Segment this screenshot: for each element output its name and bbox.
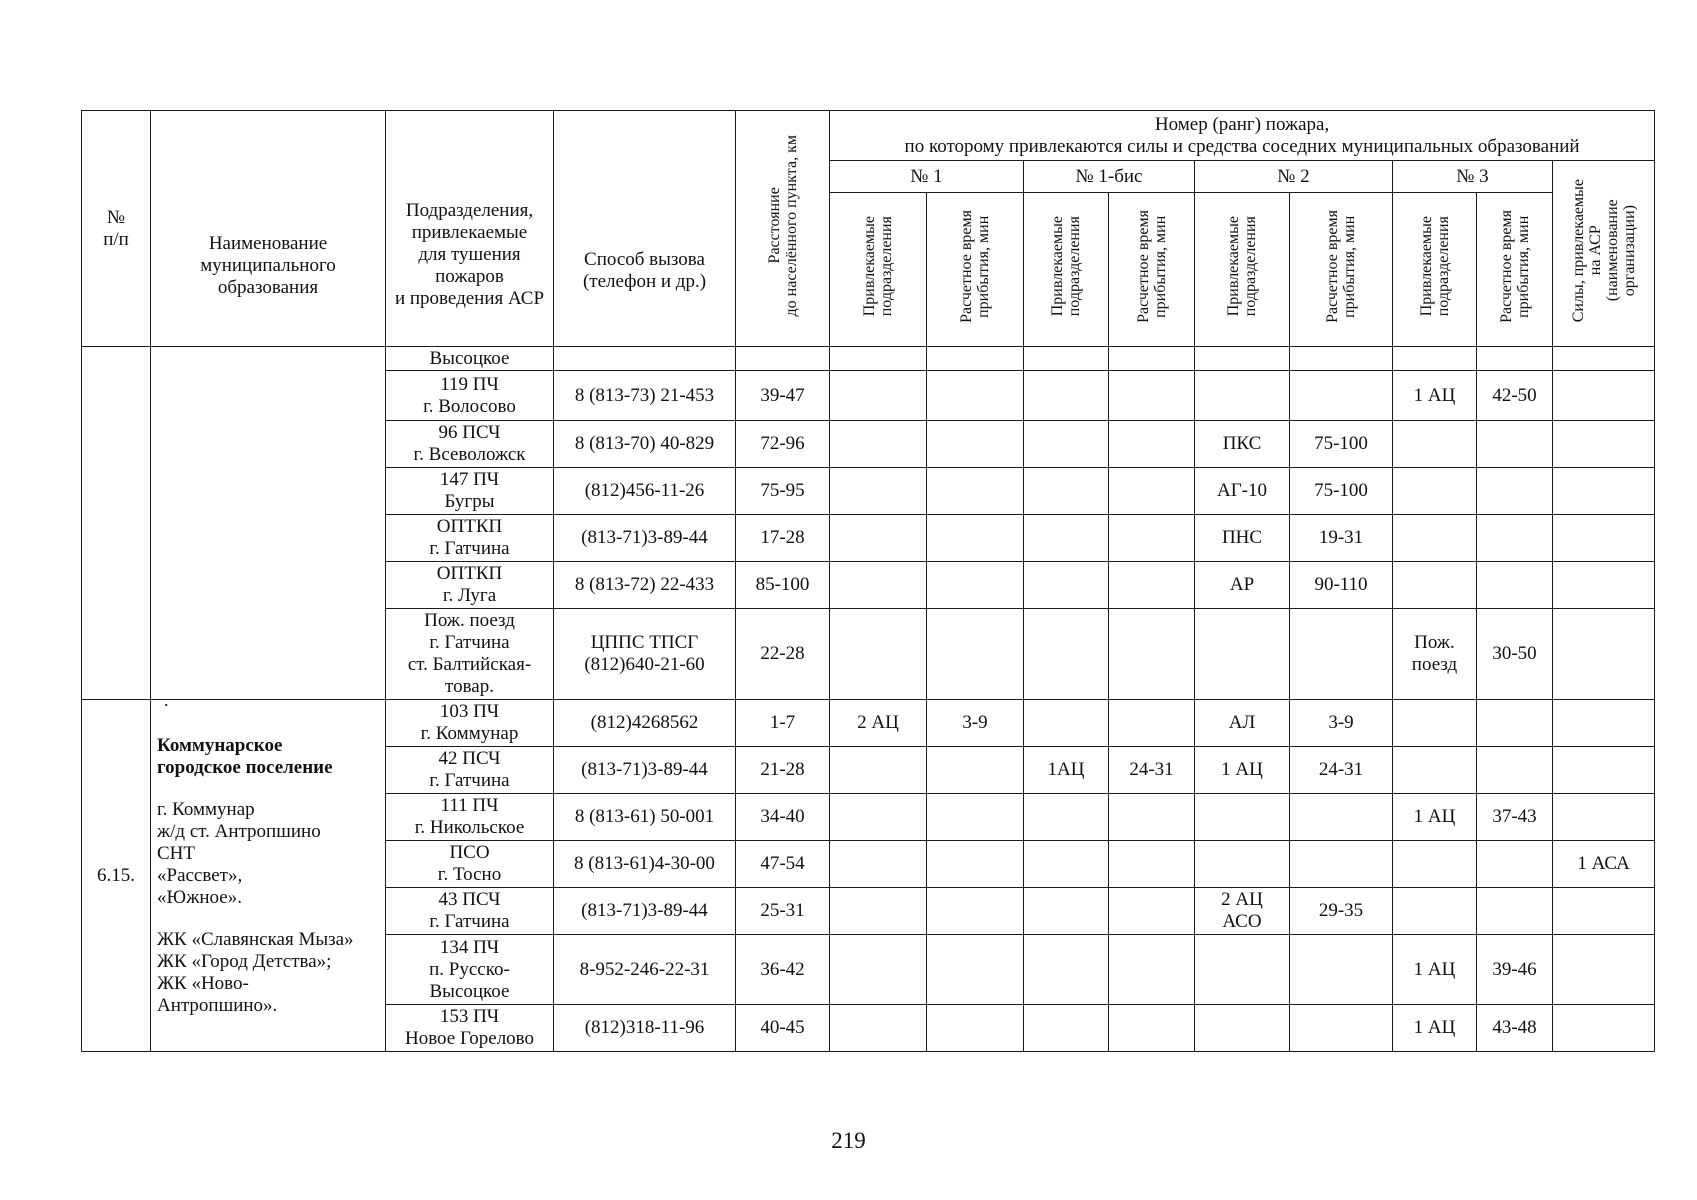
locality-item: Антропшино». (157, 994, 278, 1016)
row-phone-cell: 8 (813-70) 40-829 (554, 421, 736, 468)
row-r2-time-cell (1290, 841, 1393, 888)
header-r1-time: Расчетное время прибытия, мин (927, 193, 1024, 347)
row-phone-cell: (812)318-11-96 (554, 1005, 736, 1052)
header-units: Подразделения, привлекаемые для тушения пожаров и проведения АСР (386, 111, 554, 347)
row-r1bis-time-cell (1109, 1005, 1195, 1052)
locality-item: ЖК «Город Детства»; (157, 950, 332, 972)
municipality-title: Коммунарское (157, 734, 283, 756)
empty-cell (1553, 347, 1655, 371)
row-r3-units-cell (1393, 468, 1477, 515)
row-phone-cell: 8 (813-73) 21-453 (554, 371, 736, 421)
row-distance-cell: 36-42 (736, 935, 830, 1005)
row-asr-cell (1553, 609, 1655, 700)
row-r1-time-cell (927, 468, 1024, 515)
row-unit-cell: 111 ПЧ г. Никольское (386, 794, 554, 841)
row-phone-cell: 8-952-246-22-31 (554, 935, 736, 1005)
row-unit-cell: Пож. поезд г. Гатчина ст. Балтийская- товар. (386, 609, 554, 700)
row-r3-units-cell: 1 АЦ (1393, 794, 1477, 841)
municipality-cell-continued (151, 347, 386, 700)
row-r1bis-units-cell (1024, 562, 1109, 609)
header-r3-time: Расчетное время прибытия, мин (1477, 193, 1553, 347)
row-r2-time-cell: 75-100 (1290, 421, 1393, 468)
row-r1bis-units-cell (1024, 841, 1109, 888)
row-r1-units-cell (830, 747, 927, 794)
row-r1bis-units-cell (1024, 515, 1109, 562)
row-r1-time-cell (927, 609, 1024, 700)
row-distance-cell: 39-47 (736, 371, 830, 421)
row-r1-time-cell: 3-9 (927, 700, 1024, 747)
row-r3-units-cell: Пож. поезд (1393, 609, 1477, 700)
row-r1-units-cell (830, 371, 927, 421)
row-r3-units-cell: 1 АЦ (1393, 1005, 1477, 1052)
row-r1bis-time-cell (1109, 935, 1195, 1005)
row-distance-cell: 34-40 (736, 794, 830, 841)
row-phone-cell: ЦППС ТПСГ (812)640-21-60 (554, 609, 736, 700)
row-r3-time-cell (1477, 468, 1553, 515)
row-asr-cell (1553, 1005, 1655, 1052)
row-r3-units-cell: 1 АЦ (1393, 935, 1477, 1005)
header-rank-2: № 2 (1195, 161, 1393, 193)
row-r2-time-cell: 19-31 (1290, 515, 1393, 562)
row-unit-cell: 42 ПСЧ г. Гатчина (386, 747, 554, 794)
header-r1bis-units: Привлекаемые подразделения (1024, 193, 1109, 347)
row-r1-units-cell (830, 888, 927, 935)
row-r3-units-cell (1393, 888, 1477, 935)
header-rank-group: Номер (ранг) пожара, по которому привлекаются силы и средства соседних муниципальных образований (830, 111, 1655, 161)
row-unit-cell: 43 ПСЧ г. Гатчина (386, 888, 554, 935)
row-r1bis-time-cell (1109, 371, 1195, 421)
row-r1-time-cell (927, 794, 1024, 841)
row-r3-time-cell (1477, 562, 1553, 609)
header-num: № п/п (82, 111, 151, 347)
row-asr-cell (1553, 935, 1655, 1005)
row-r2-units-cell: АР (1195, 562, 1290, 609)
row-r1-units-cell (830, 794, 927, 841)
row-r2-units-cell: ПНС (1195, 515, 1290, 562)
row-r3-units-cell: 1 АЦ (1393, 371, 1477, 421)
row-r1bis-units-cell (1024, 371, 1109, 421)
row-r3-time-cell (1477, 747, 1553, 794)
row-r1-time-cell (927, 515, 1024, 562)
row-r1bis-units-cell (1024, 1005, 1109, 1052)
row-asr-cell (1553, 794, 1655, 841)
row-r1bis-time-cell (1109, 562, 1195, 609)
row-r1bis-time-cell (1109, 700, 1195, 747)
row-r3-units-cell (1393, 515, 1477, 562)
row-r3-time-cell: 30-50 (1477, 609, 1553, 700)
row-asr-cell (1553, 700, 1655, 747)
num-cell-continued (82, 347, 151, 700)
row-asr-cell (1553, 515, 1655, 562)
row-r3-units-cell (1393, 562, 1477, 609)
row-r2-units-cell (1195, 935, 1290, 1005)
row-r3-units-cell (1393, 421, 1477, 468)
row-r1-units-cell (830, 609, 927, 700)
header-r1bis-time: Расчетное время прибытия, мин (1109, 193, 1195, 347)
row-distance-cell: 1-7 (736, 700, 830, 747)
empty-cell (554, 347, 736, 371)
header-r2-units: Привлекаемые подразделения (1195, 193, 1290, 347)
empty-cell (736, 347, 830, 371)
table-row (82, 347, 1655, 371)
row-r2-time-cell: 90-110 (1290, 562, 1393, 609)
row-r1-units-cell (830, 935, 927, 1005)
row-r3-time-cell (1477, 700, 1553, 747)
locality-item: «Южное». (157, 886, 242, 908)
row-distance-cell: 47-54 (736, 841, 830, 888)
row-distance-cell: 40-45 (736, 1005, 830, 1052)
table-row (82, 700, 1655, 747)
row-r2-time-cell (1290, 935, 1393, 1005)
locality-item: ж/д ст. Антропшино (157, 820, 321, 842)
row-phone-cell: (813-71)3-89-44 (554, 515, 736, 562)
empty-cell (1024, 347, 1109, 371)
row-distance-cell: 17-28 (736, 515, 830, 562)
row-r1bis-time-cell (1109, 609, 1195, 700)
row-phone-cell: 8 (813-61)4-30-00 (554, 841, 736, 888)
empty-cell (830, 347, 927, 371)
row-r3-time-cell (1477, 841, 1553, 888)
row-r2-time-cell (1290, 794, 1393, 841)
row-r2-units-cell (1195, 841, 1290, 888)
row-asr-cell (1553, 468, 1655, 515)
row-r1bis-units-cell: 1АЦ (1024, 747, 1109, 794)
row-unit-cell: 96 ПСЧ г. Всеволожск (386, 421, 554, 468)
header-r2-time: Расчетное время прибытия, мин (1290, 193, 1393, 347)
row-unit-cell: 153 ПЧ Новое Горелово (386, 1005, 554, 1052)
header-distance: Расстояние до населённого пункта, км (736, 111, 830, 347)
row-unit-cell: 103 ПЧ г. Коммунар (386, 700, 554, 747)
row-r1-units-cell (830, 562, 927, 609)
row-asr-cell: 1 АСА (1553, 841, 1655, 888)
row-asr-cell (1553, 562, 1655, 609)
row-r1-units-cell (830, 515, 927, 562)
row-phone-cell: 8 (813-72) 22-433 (554, 562, 736, 609)
row-distance-cell: 22-28 (736, 609, 830, 700)
row-r2-time-cell (1290, 609, 1393, 700)
row-r1-units-cell (830, 421, 927, 468)
row-r2-time-cell (1290, 371, 1393, 421)
row-distance-cell: 21-28 (736, 747, 830, 794)
locality-item: СНТ (157, 842, 195, 864)
row-unit-cell: 147 ПЧ Бугры (386, 468, 554, 515)
row-unit-cell: 134 ПЧ п. Русско- Высоцкое (386, 935, 554, 1005)
row-unit-cell: 119 ПЧ г. Волосово (386, 371, 554, 421)
row-phone-cell: (812)4268562 (554, 700, 736, 747)
row-r3-time-cell (1477, 515, 1553, 562)
row-r1bis-units-cell (1024, 935, 1109, 1005)
row-r2-time-cell: 24-31 (1290, 747, 1393, 794)
row-r2-units-cell: АЛ (1195, 700, 1290, 747)
header-municipality: Наименование муниципального образования (151, 111, 386, 347)
row-r1-units-cell (830, 841, 927, 888)
row-asr-cell (1553, 371, 1655, 421)
row-r1bis-time-cell: 24-31 (1109, 747, 1195, 794)
header-call-method: Способ вызова (телефон и др.) (554, 111, 736, 347)
row-r1bis-units-cell (1024, 609, 1109, 700)
row-r1bis-time-cell (1109, 888, 1195, 935)
row-r2-units-cell (1195, 1005, 1290, 1052)
row-r1-time-cell (927, 747, 1024, 794)
row-r1-time-cell (927, 1005, 1024, 1052)
unit-cell-continued: Высоцкое (386, 347, 554, 371)
row-r2-units-cell (1195, 609, 1290, 700)
row-r1bis-units-cell (1024, 700, 1109, 747)
empty-cell (1195, 347, 1290, 371)
locality-item: ЖК «Ново- (157, 972, 249, 994)
row-r1-time-cell (927, 371, 1024, 421)
row-r3-units-cell (1393, 747, 1477, 794)
row-distance-cell: 25-31 (736, 888, 830, 935)
row-r1bis-time-cell (1109, 468, 1195, 515)
empty-cell (927, 347, 1024, 371)
locality-item: «Рассвет», (157, 864, 243, 886)
row-r1bis-units-cell (1024, 421, 1109, 468)
row-r3-time-cell: 39-46 (1477, 935, 1553, 1005)
empty-cell (1109, 347, 1195, 371)
row-r2-time-cell: 29-35 (1290, 888, 1393, 935)
row-r2-units-cell (1195, 371, 1290, 421)
row-r1bis-time-cell (1109, 841, 1195, 888)
empty-cell (1477, 347, 1553, 371)
row-r1-time-cell (927, 421, 1024, 468)
header-r1-units: Привлекаемые подразделения (830, 193, 927, 347)
header-rank-1: № 1 (830, 161, 1024, 193)
row-r2-units-cell: 1 АЦ (1195, 747, 1290, 794)
row-distance-cell: 75-95 (736, 468, 830, 515)
section-number: 6.15. (82, 700, 151, 1052)
row-r2-time-cell (1290, 1005, 1393, 1052)
row-r3-time-cell: 37-43 (1477, 794, 1553, 841)
row-phone-cell: 8 (813-61) 50-001 (554, 794, 736, 841)
row-r3-time-cell: 43-48 (1477, 1005, 1553, 1052)
empty-cell (1290, 347, 1393, 371)
header-asr: Силы, привлекаемые на АСР (наименование организации) (1553, 161, 1655, 347)
row-r3-units-cell (1393, 700, 1477, 747)
locality-item: ЖК «Славянская Мыза» (157, 928, 354, 950)
row-r1-units-cell: 2 АЦ (830, 700, 927, 747)
municipality-title: городское поселение (157, 756, 333, 778)
row-r1bis-units-cell (1024, 794, 1109, 841)
row-phone-cell: (813-71)3-89-44 (554, 747, 736, 794)
row-r3-time-cell (1477, 421, 1553, 468)
row-r3-units-cell (1393, 841, 1477, 888)
page-number: 219 (831, 1128, 866, 1153)
row-r2-time-cell: 3-9 (1290, 700, 1393, 747)
row-phone-cell: (813-71)3-89-44 (554, 888, 736, 935)
row-distance-cell: 72-96 (736, 421, 830, 468)
row-r2-units-cell: АГ-10 (1195, 468, 1290, 515)
row-r1-time-cell (927, 841, 1024, 888)
header-r3-units: Привлекаемые подразделения (1393, 193, 1477, 347)
row-unit-cell: ОПТКП г. Гатчина (386, 515, 554, 562)
row-r1bis-time-cell (1109, 794, 1195, 841)
row-r3-time-cell: 42-50 (1477, 371, 1553, 421)
row-r1-time-cell (927, 562, 1024, 609)
row-unit-cell: ОПТКП г. Луга (386, 562, 554, 609)
row-r2-units-cell (1195, 794, 1290, 841)
fire-resources-table (81, 110, 1655, 1052)
row-r1bis-units-cell (1024, 888, 1109, 935)
row-r1-time-cell (927, 888, 1024, 935)
row-asr-cell (1553, 421, 1655, 468)
row-r1bis-time-cell (1109, 421, 1195, 468)
row-r2-units-cell: 2 АЦ АСО (1195, 888, 1290, 935)
row-r1-time-cell (927, 935, 1024, 1005)
stray-mark: . (164, 690, 169, 710)
municipality-cell (151, 700, 386, 1052)
row-distance-cell: 85-100 (736, 562, 830, 609)
row-r2-units-cell: ПКС (1195, 421, 1290, 468)
header-rank-3: № 3 (1393, 161, 1553, 193)
row-r3-time-cell (1477, 888, 1553, 935)
row-r1-units-cell (830, 468, 927, 515)
row-r1-units-cell (830, 1005, 927, 1052)
row-r1bis-units-cell (1024, 468, 1109, 515)
row-asr-cell (1553, 747, 1655, 794)
row-r2-time-cell: 75-100 (1290, 468, 1393, 515)
row-unit-cell: ПСО г. Тосно (386, 841, 554, 888)
empty-cell (1393, 347, 1477, 371)
locality-item: г. Коммунар (157, 798, 255, 820)
row-r1bis-time-cell (1109, 515, 1195, 562)
header-rank-1bis: № 1-бис (1024, 161, 1195, 193)
row-phone-cell: (812)456-11-26 (554, 468, 736, 515)
row-asr-cell (1553, 888, 1655, 935)
